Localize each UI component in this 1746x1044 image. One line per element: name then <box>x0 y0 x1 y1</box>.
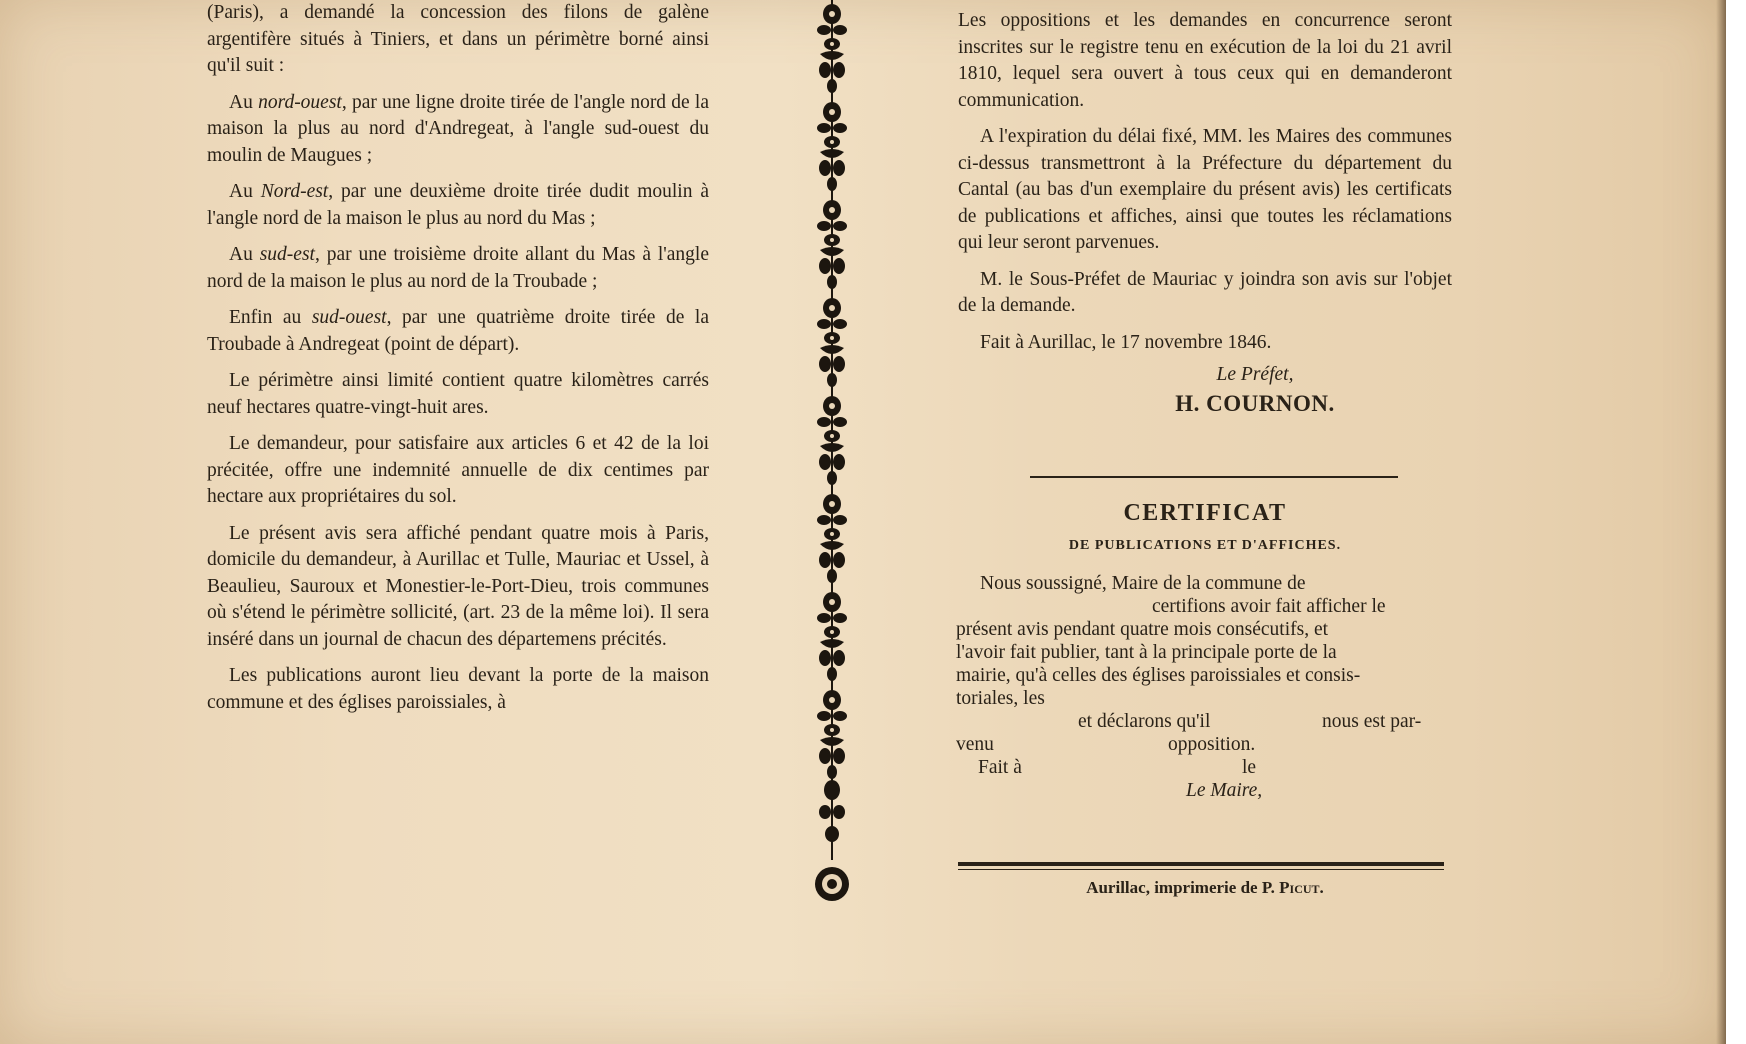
paragraph: (Paris), a demandé la concession des filons de galène argentifère situés à Tiniers, et dans un périmètre borné ainsi qu'il suit : <box>207 2 709 76</box>
divider-rule <box>1030 476 1398 478</box>
form-line: l'avoir fait publier, tant à la principale porte de la <box>956 642 1337 663</box>
paragraph-nord-est: Au Nord-est, par une deuxième droite tirée dudit moulin à l'angle nord de la maison le plus au nord du Mas ; <box>207 181 709 229</box>
form-line: venu <box>956 734 994 755</box>
form-line: nous est par- <box>1322 711 1422 732</box>
paragraph: A l'expiration du délai fixé, MM. les Maires des communes ci-dessus transmettront à la Préfecture du département du Cantal (au bas d'un exemplaire du présent avis) les certificats de publications et affiches, ainsi que toutes les réclamations qui leur seront parvenues. <box>958 126 1452 253</box>
form-line: le <box>1242 757 1257 778</box>
paragraph: Le présent avis sera affiché pendant quatre mois à Paris, domicile du demandeur, à Aurillac et Tulle, Mauriac et Ussel, à Beaulieu, Sauroux et Monestier-le-Port-Dieu, trois communes où s'étend le périmètre sollicité, (art. 23 de la même loi). Il sera inséré dans un journal de chacun des départemens précités. <box>207 522 709 650</box>
form-line: mairie, qu'à celles des églises paroissiales et consis- <box>956 665 1361 686</box>
paragraph: Les oppositions et les demandes en concurrence seront inscrites sur le registre tenu en exécution de la loi du 21 avril 1810, lequel sera ouvert à tous ceux qui en demanderont communication. <box>958 10 1452 111</box>
prefet-signature: H. COURNON. <box>1175 390 1335 416</box>
footer-rule-thin <box>958 869 1444 870</box>
floral-border-ornament <box>812 0 852 904</box>
form-line: Nous soussigné, Maire de la commune de <box>980 573 1306 594</box>
paragraph-sud-est: Au sud-est, par une troisième droite allant du Mas à l'angle nord de la maison le plus au nord de la Troubade ; <box>207 244 710 292</box>
maire-signature-label: Le Maire, <box>1186 780 1263 801</box>
date-line: Fait à Aurillac, le 17 novembre 1846. <box>980 331 1272 353</box>
paragraph: M. le Sous-Préfet de Mauriac y joindra son avis sur l'objet de la demande. <box>958 268 1452 316</box>
footer-rule-thick <box>958 862 1444 866</box>
form-line: et déclarons qu'il <box>1078 711 1211 732</box>
paragraph-sud-ouest: Enfin au sud-ouest, par une quatrième droite tirée de la Troubade à Andregeat (point de départ). <box>207 307 709 355</box>
paragraph: Le périmètre ainsi limité contient quatre kilomètres carrés neuf hectares quatre-vingt-huit ares. <box>207 370 709 418</box>
form-line: opposition. <box>1168 734 1256 755</box>
form-line: Fait à <box>978 757 1022 778</box>
certificate-title: CERTIFICAT <box>1123 500 1287 526</box>
paragraph: Le demandeur, pour satisfaire aux articles 6 et 42 de la loi précitée, offre une indemnité annuelle de dix centimes par hectare aux propriétaires du sol. <box>207 433 709 507</box>
form-line: certifions avoir fait afficher le <box>1152 596 1386 617</box>
prefet-title: Le Préfet, <box>1216 364 1294 385</box>
certificate-subtitle: DE PUBLICATIONS ET D'AFFICHES. <box>1068 538 1342 553</box>
form-line: présent avis pendant quatre mois consécutifs, et <box>956 619 1329 640</box>
right-text-column <box>958 8 1452 417</box>
left-text-column <box>207 0 709 726</box>
paragraph-nord-ouest: Au nord-ouest, par une ligne droite tirée de l'angle nord de la maison la plus au nord d'Andregeat, à l'angle sud-ouest du moulin de Maugues ; <box>207 91 710 166</box>
form-line: toriales, les <box>956 688 1045 709</box>
paragraph: Les publications auront lieu devant la porte de la maison commune et des églises paroissiales, à <box>207 665 709 713</box>
certificate-form <box>956 572 1450 802</box>
printer-imprint: Aurillac, imprimerie de P. Picut. <box>1086 878 1324 897</box>
